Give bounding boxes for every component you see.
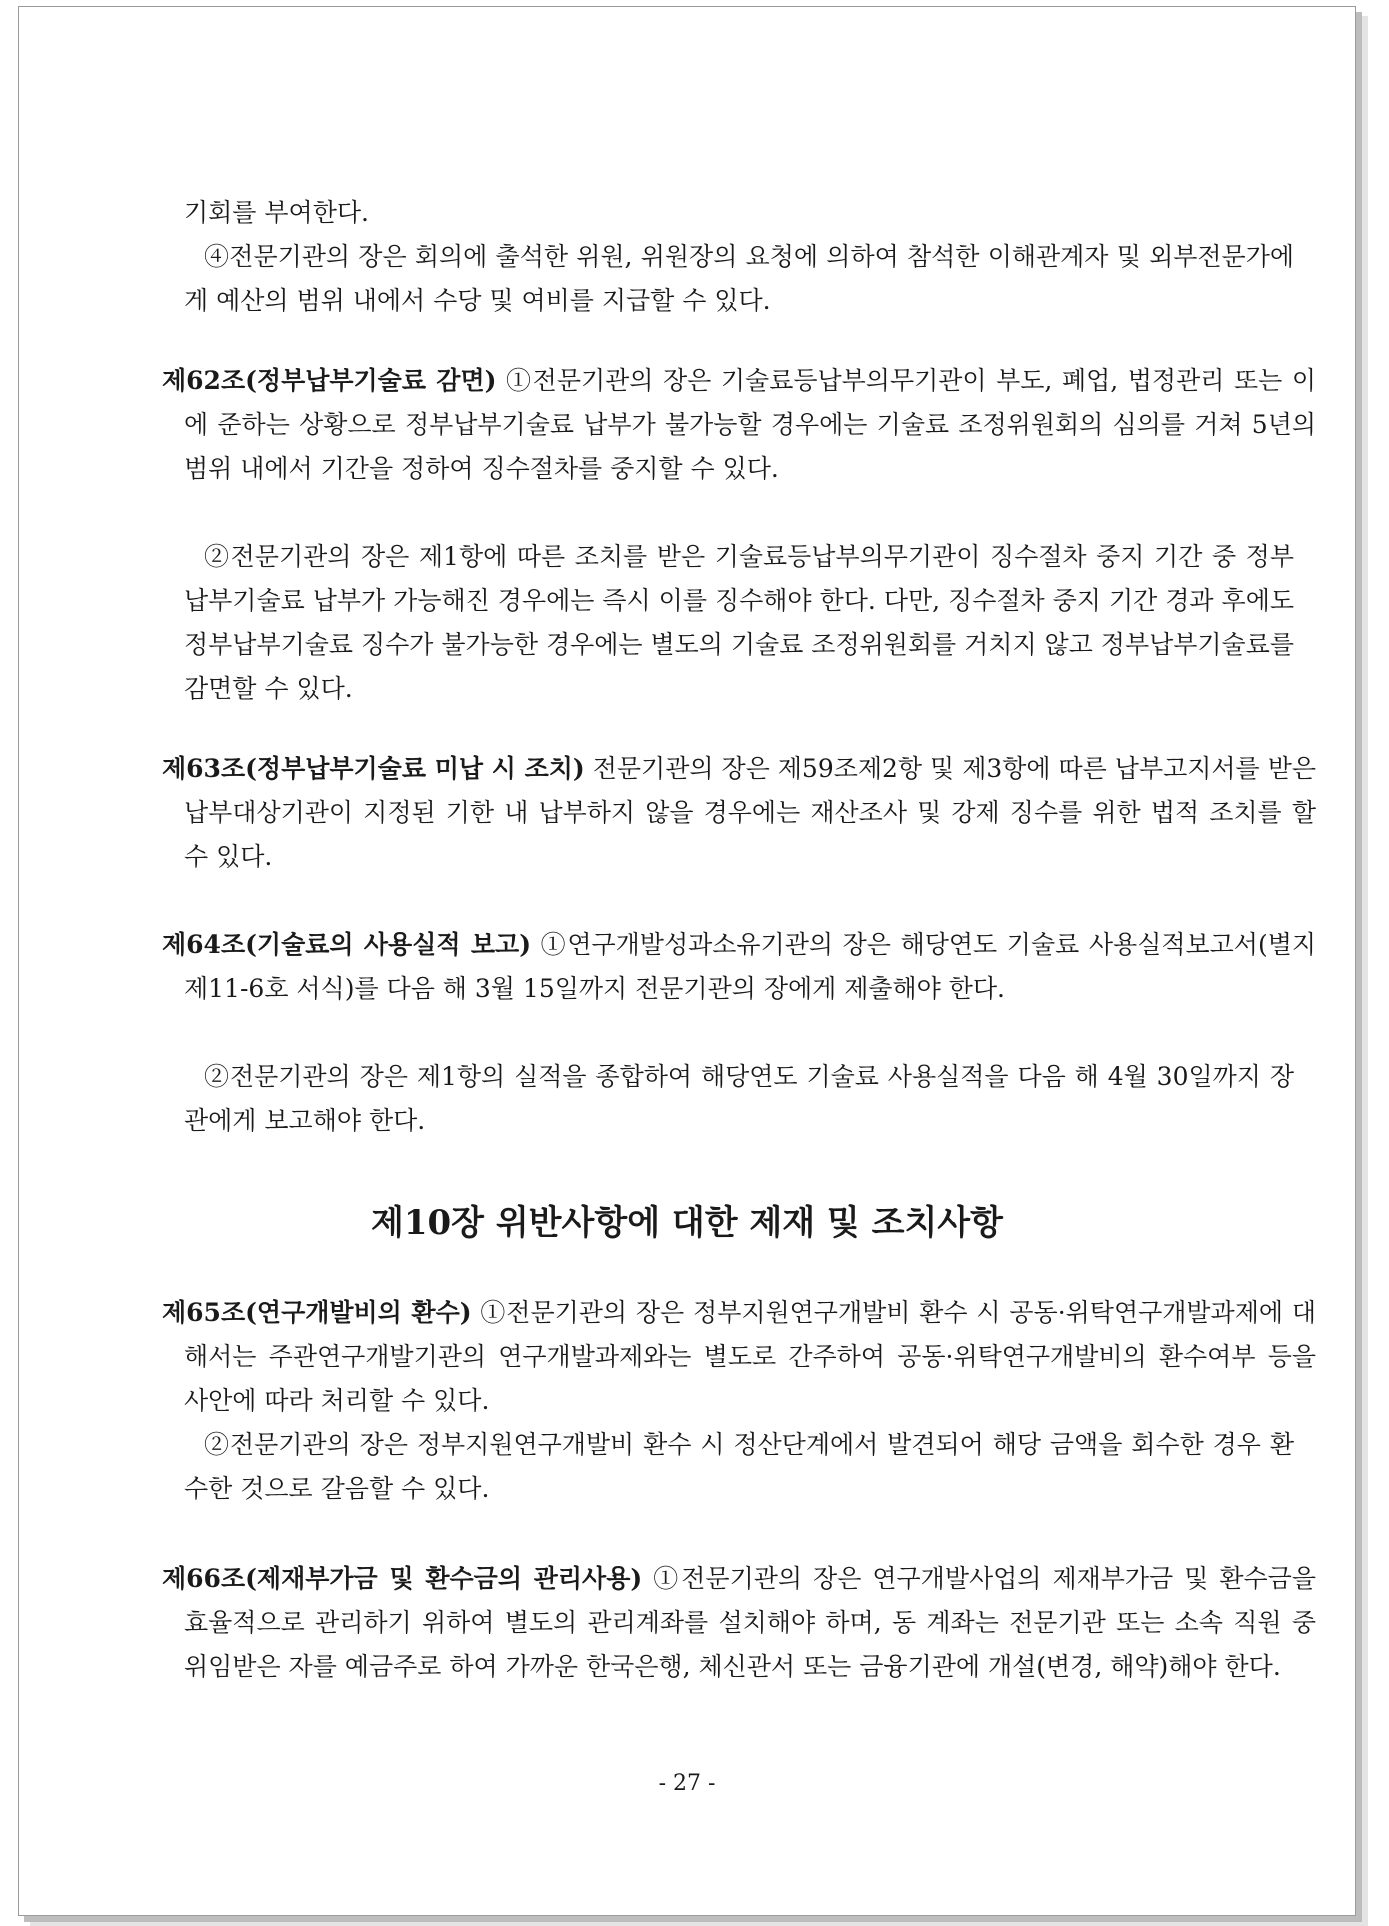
article-65: [162, 1291, 1316, 1423]
article-63-heading: 제63조(정부납부기술료 미납 시 조치): [162, 754, 585, 783]
article-63-paragraph-1: 전문기관의 장은 제59조제2항 및 제3항에 따른 납부고지서를 받은 납부대상기관이 지정된 기한 내 납부하지 않을 경우에는 재산조사 및 강제 징수를 위한 법적 조치를 할 수 있다.: [184, 754, 1316, 871]
article-66-paragraph-1: ①전문기관의 장은 연구개발사업의 제재부가금 및 환수금을 효율적으로 관리하기 위하여 별도의 관리계좌를 설치해야 하며, 동 계좌는 전문기관 또는 소속 직원 중 위임받은 자를 예금주로 하여 가까운 한국은행, 체신관서 또는 금융기관에 개설(변경, 해약)해야 한다.: [184, 1564, 1316, 1681]
article-65-heading: 제65조(연구개발비의 환수): [162, 1298, 472, 1327]
chapter-title: 제10장 위반사항에 대한 제재 및 조치사항: [370, 1203, 1003, 1243]
article-65-paragraph-2: ②전문기관의 장은 정부지원연구개발비 환수 시 정산단계에서 발견되어 해당 금액을 회수한 경우 환수한 것으로 갈음할 수 있다.: [184, 1430, 1294, 1503]
article-64-paragraph-2: ②전문기관의 장은 제1항의 실적을 종합하여 해당연도 기술료 사용실적을 다음 해 4월 30일까지 장관에게 보고해야 한다.: [184, 1062, 1294, 1135]
article-62-paragraph-2: ②전문기관의 장은 제1항에 따른 조치를 받은 기술료등납부의무기관이 징수절차 중지 기간 중 정부납부기술료 납부가 가능해진 경우에는 즉시 이를 징수해야 한다. 다만, 징수절차 중지 기간 경과 후에도 정부납부기술료 징수가 불가능한 경우에는 별도의 기술료 조정위원회를 거치지 않고 정부납부기술료를 감면할 수 있다.: [184, 542, 1294, 703]
intro-continuation: 기회를 부여한다.: [184, 198, 369, 227]
article-62-paragraph-1: ①전문기관의 장은 기술료등납부의무기관이 부도, 폐업, 법정관리 또는 이에 준하는 상황으로 정부납부기술료 납부가 불가능할 경우에는 기술료 조정위원회의 심의를 거쳐 5년의 범위 내에서 기간을 정하여 징수절차를 중지할 수 있다.: [184, 366, 1316, 483]
article-66: [162, 1557, 1316, 1689]
article-62-heading: 제62조(정부납부기술료 감면): [162, 366, 497, 395]
article-64: [162, 923, 1316, 1011]
article-64-heading: 제64조(기술료의 사용실적 보고): [162, 930, 532, 959]
page-number: - 27 -: [658, 1771, 716, 1796]
document-page: [18, 6, 1356, 1916]
article-66-heading: 제66조(제재부가금 및 환수금의 관리사용): [162, 1564, 643, 1593]
article-63: [162, 747, 1316, 879]
article-64-paragraph-1: ①연구개발성과소유기관의 장은 해당연도 기술료 사용실적보고서(별지 제11-6호 서식)를 다음 해 3월 15일까지 전문기관의 장에게 제출해야 한다.: [184, 930, 1316, 1003]
article-65-paragraph-1: ①전문기관의 장은 정부지원연구개발비 환수 시 공동·위탁연구개발과제에 대해서는 주관연구개발기관의 연구개발과제와는 별도로 간주하여 공동·위탁연구개발비의 환수여부 등을 사안에 따라 처리할 수 있다.: [184, 1298, 1316, 1415]
article-62: [162, 359, 1316, 491]
intro-paragraph-4: ④전문기관의 장은 회의에 출석한 위원, 위원장의 요청에 의하여 참석한 이해관계자 및 외부전문가에게 예산의 범위 내에서 수당 및 여비를 지급할 수 있다.: [184, 242, 1294, 315]
